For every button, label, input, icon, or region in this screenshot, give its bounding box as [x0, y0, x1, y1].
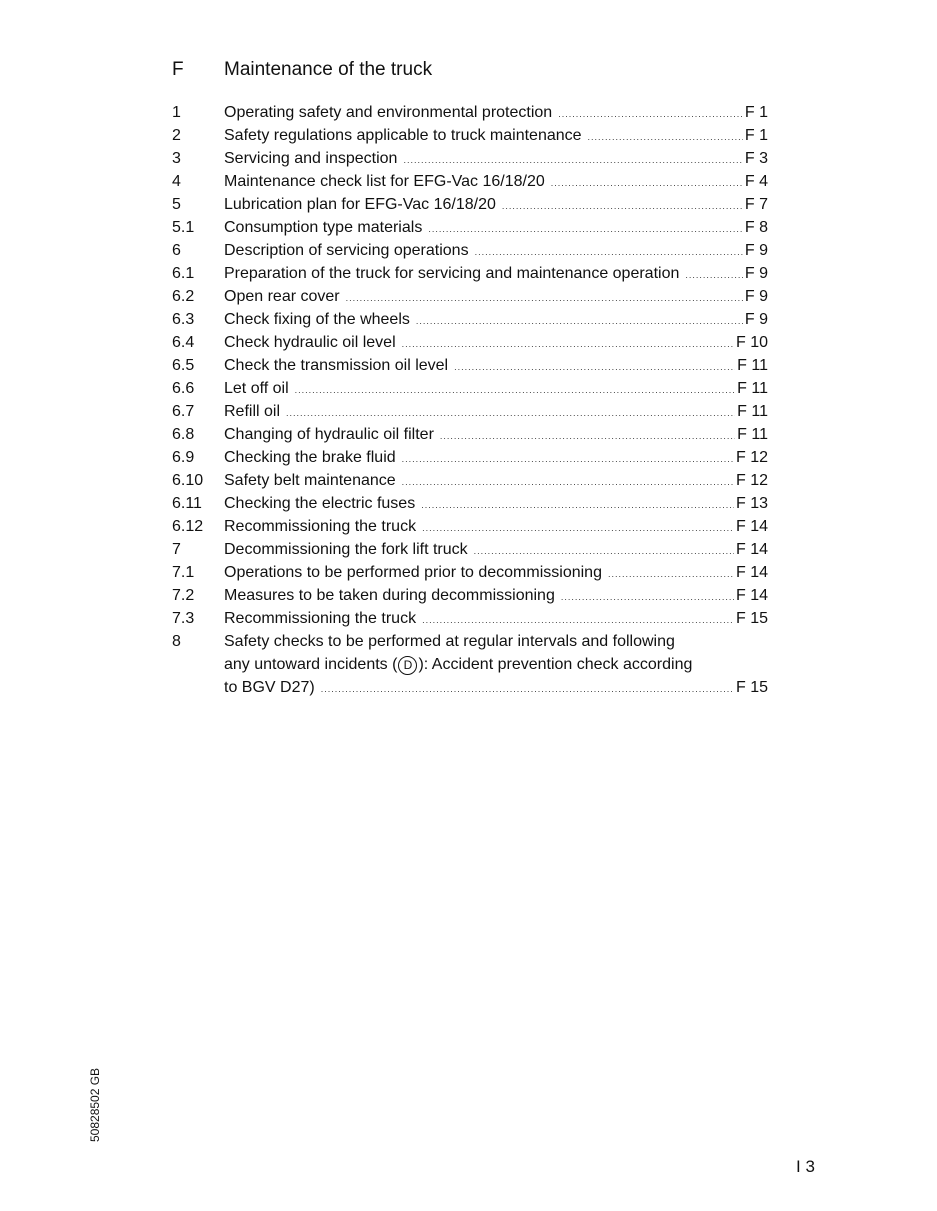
toc-row[interactable] — [172, 561, 768, 584]
toc-leader-dots — [502, 195, 743, 218]
toc-row[interactable] — [172, 400, 768, 423]
toc-text: Consumption type materials — [224, 219, 423, 236]
toc-leader-dots — [422, 517, 734, 540]
toc-text: Lubrication plan for EFG-Vac 16/18/20 — [224, 196, 496, 213]
toc-page: F 4 — [744, 173, 768, 190]
toc-number: 6.9 — [172, 449, 195, 466]
toc-number: 6 — [172, 242, 181, 259]
toc-page: F 9 — [744, 288, 768, 305]
toc-row[interactable] — [172, 515, 768, 538]
toc-page: F 9 — [744, 265, 768, 282]
toc-text: Check hydraulic oil level — [224, 334, 396, 351]
toc-leader-dots — [402, 333, 734, 356]
toc-leader-dots — [475, 241, 743, 264]
chapter-heading — [172, 57, 772, 83]
toc-page: F 9 — [744, 311, 768, 328]
toc-number: 6.1 — [172, 265, 195, 282]
toc-text: Description of servicing operations — [224, 242, 469, 259]
toc-number: 4 — [172, 173, 181, 190]
toc-page: F 11 — [737, 380, 768, 397]
document-code: 50828502 GB — [88, 1067, 102, 1142]
toc-number: 6.8 — [172, 426, 195, 443]
toc-page: F 3 — [744, 150, 768, 167]
toc-leader-dots — [403, 149, 742, 172]
toc-text-line-2-prefix: any untoward incidents ( — [224, 656, 398, 673]
toc-page: F 14 — [735, 518, 768, 535]
toc-text: Check fixing of the wheels — [224, 311, 410, 328]
toc-text: Changing of hydraulic oil filter — [224, 426, 434, 443]
toc-page: F 1 — [744, 104, 768, 121]
country-d-icon: D — [398, 656, 417, 675]
toc-leader-dots — [561, 586, 734, 609]
toc-page: F 11 — [737, 403, 768, 420]
toc-text: Recommissioning the truck — [224, 610, 417, 627]
toc-row[interactable] — [172, 239, 768, 262]
toc-row[interactable] — [172, 446, 768, 469]
toc-number: 6.5 — [172, 357, 195, 374]
chapter-letter: F — [172, 59, 184, 80]
toc-page: F 14 — [735, 541, 768, 558]
toc-row[interactable] — [172, 308, 768, 331]
page-number: I 3 — [796, 1157, 815, 1176]
toc-leader-dots — [295, 379, 736, 402]
toc-number: 6.6 — [172, 380, 195, 397]
toc-leader-dots — [454, 356, 735, 379]
toc-text: Maintenance check list for EFG-Vac 16/18/20 — [224, 173, 545, 190]
toc-page: F 11 — [737, 357, 768, 374]
toc-page: F 14 — [735, 564, 768, 581]
toc-text: Recommissioning the truck — [224, 518, 417, 535]
toc-page: F 15 — [735, 610, 768, 627]
toc-row[interactable] — [172, 147, 768, 170]
toc-text-line-2-suffix: ): Accident prevention check according — [418, 656, 693, 673]
toc-leader-dots — [402, 471, 734, 494]
toc-row[interactable] — [172, 101, 768, 124]
toc-row[interactable] — [172, 124, 768, 147]
toc-row[interactable] — [172, 584, 768, 607]
toc-leader-dots — [474, 540, 734, 563]
toc-leader-dots — [346, 287, 743, 310]
toc-text: Safety regulations applicable to truck maintenance — [224, 127, 582, 144]
toc-row[interactable] — [172, 285, 768, 308]
toc-number: 6.11 — [172, 495, 202, 512]
toc-row[interactable] — [172, 170, 768, 193]
toc-row[interactable] — [172, 193, 768, 216]
toc-page: F 12 — [735, 472, 768, 489]
toc-number: 7.3 — [172, 610, 195, 627]
toc-page: F 7 — [744, 196, 768, 213]
toc-row[interactable] — [172, 423, 768, 446]
toc-text-line-1: Safety checks to be performed at regular intervals and following — [224, 633, 675, 650]
toc-number: 2 — [172, 127, 181, 144]
toc-text: Refill oil — [224, 403, 281, 420]
toc-page: F 13 — [735, 495, 768, 512]
toc-text: Safety belt maintenance — [224, 472, 396, 489]
toc-number: 8 — [172, 633, 181, 650]
toc-number: 7.1 — [172, 564, 195, 581]
toc-page: F 1 — [744, 127, 768, 144]
toc-row[interactable] — [172, 331, 768, 354]
toc-leader-dots — [321, 678, 734, 701]
toc-number: 6.4 — [172, 334, 195, 351]
toc-row[interactable] — [172, 538, 768, 561]
toc-leader-dots — [558, 103, 743, 126]
toc-leader-dots — [286, 402, 735, 425]
toc-row[interactable] — [172, 492, 768, 515]
toc-row[interactable] — [172, 377, 768, 400]
toc-row-8[interactable] — [172, 630, 768, 699]
toc-number: 5 — [172, 196, 181, 213]
toc-leader-dots — [588, 126, 743, 149]
toc-leader-dots — [416, 310, 743, 333]
toc-page: F 8 — [744, 219, 768, 236]
toc-page: F 12 — [735, 449, 768, 466]
toc-page: F 11 — [737, 426, 768, 443]
toc-number: 5.1 — [172, 219, 195, 236]
toc-row[interactable] — [172, 469, 768, 492]
toc-number: 7 — [172, 541, 181, 558]
toc-page: F 15 — [735, 679, 768, 696]
toc-text: Checking the electric fuses — [224, 495, 416, 512]
toc-leader-dots — [421, 494, 734, 517]
toc-number: 1 — [172, 104, 181, 121]
toc-text: Checking the brake fluid — [224, 449, 396, 466]
toc-text: Measures to be taken during decommissioning — [224, 587, 555, 604]
toc-text: Open rear cover — [224, 288, 340, 305]
toc-row[interactable] — [172, 607, 768, 630]
toc-leader-dots — [422, 609, 734, 632]
toc-text: Preparation of the truck for servicing and maintenance operation — [224, 265, 680, 282]
toc-leader-dots — [428, 218, 743, 241]
table-of-contents — [172, 101, 768, 699]
toc-text: Decommissioning the fork lift truck — [224, 541, 468, 558]
toc-row[interactable] — [172, 262, 768, 285]
toc-leader-dots — [440, 425, 735, 448]
toc-text: Operations to be performed prior to decommissioning — [224, 564, 602, 581]
toc-leader-dots — [608, 563, 734, 586]
toc-leader-dots — [551, 172, 743, 195]
toc-text-line-3: to BGV D27) — [224, 679, 315, 696]
toc-row[interactable] — [172, 354, 768, 377]
toc-number: 6.12 — [172, 518, 204, 535]
toc-number: 3 — [172, 150, 181, 167]
chapter-title: Maintenance of the truck — [224, 59, 433, 80]
toc-page: F 10 — [735, 334, 768, 351]
toc-row[interactable] — [172, 216, 768, 239]
toc-text: Let off oil — [224, 380, 289, 397]
toc-page: F 9 — [744, 242, 768, 259]
toc-page: F 14 — [735, 587, 768, 604]
toc-text: Operating safety and environmental protection — [224, 104, 553, 121]
toc-text: Servicing and inspection — [224, 150, 398, 167]
toc-number: 6.3 — [172, 311, 195, 328]
toc-text: Check the transmission oil level — [224, 357, 449, 374]
toc-number: 6.10 — [172, 472, 204, 489]
toc-number: 6.2 — [172, 288, 195, 305]
toc-number: 7.2 — [172, 587, 195, 604]
toc-number: 6.7 — [172, 403, 195, 420]
toc-leader-dots — [402, 448, 734, 471]
toc-leader-dots — [685, 264, 743, 287]
